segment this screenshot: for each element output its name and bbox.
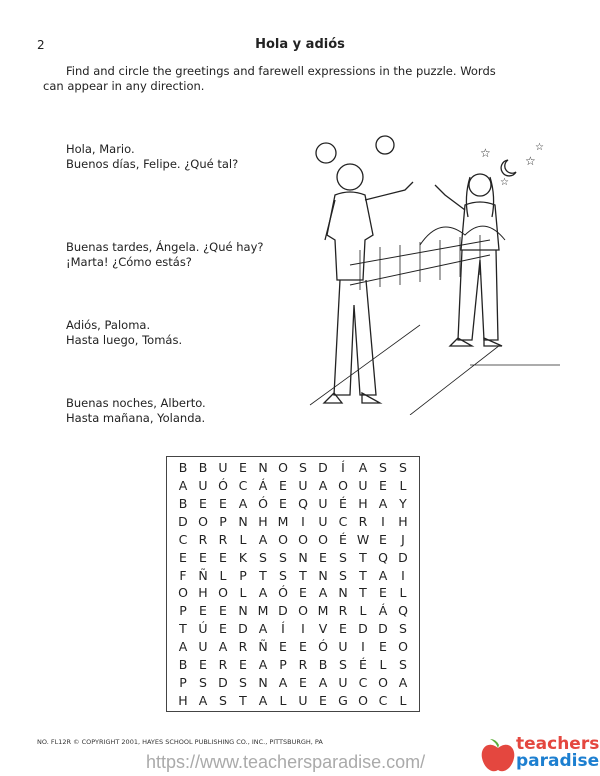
puzzle-letter[interactable]: S [399,656,407,672]
puzzle-letter[interactable]: A [178,478,188,494]
puzzle-letter[interactable]: W [356,531,370,547]
puzzle-letter[interactable]: Ñ [258,638,268,654]
page-title: Hola y adiós [255,37,345,52]
puzzle-letter[interactable]: S [339,656,347,672]
illustration-two-people-greeting [290,125,560,415]
puzzle-letter[interactable]: O [398,638,408,654]
puzzle-letter[interactable]: L [279,692,287,708]
puzzle-letter[interactable]: E [199,603,207,619]
puzzle-letter[interactable]: L [239,585,247,601]
puzzle-letter[interactable]: N [318,567,328,583]
puzzle-letter[interactable]: N [258,674,268,690]
teachers-paradise-logo [480,736,600,776]
puzzle-letter[interactable]: M [257,603,269,619]
dialogue-line: Hasta mañana, Yolanda. [66,411,206,425]
puzzle-letter[interactable]: D [378,621,388,637]
dialogue-3 [66,318,182,348]
puzzle-letter[interactable]: S [379,460,387,476]
instructions: Find and circle the greetings and farewell expressions in the puzzle. Words can appear in any direction. [43,64,496,93]
puzzle-letter[interactable]: I [401,567,405,583]
puzzle-letter[interactable]: O [378,674,388,690]
puzzle-letter[interactable]: P [179,674,187,690]
puzzle-letter[interactable]: Ó [258,496,268,512]
svg-text:☆: ☆ [480,146,491,160]
moon-ball-icon [376,136,394,154]
puzzle-letter[interactable]: I [361,638,365,654]
puzzle-letter[interactable]: O [178,585,188,601]
puzzle-letter[interactable]: E [179,549,187,565]
puzzle-letter[interactable]: E [199,496,207,512]
puzzle-letter[interactable]: D [238,621,248,637]
puzzle-letter[interactable]: H [358,496,368,512]
puzzle-letter[interactable]: B [318,656,328,672]
puzzle-letter[interactable]: E [339,621,347,637]
dialogue-line: Buenos días, Felipe. ¿Qué tal? [66,157,239,171]
copyright-notice: NO. FL12R © COPYRIGHT 2001, HAYES SCHOOL PUBLISHING CO., INC., PITTSBURGH, PA [37,738,323,746]
puzzle-letter[interactable]: A [398,674,408,690]
puzzle-letter[interactable]: E [239,460,247,476]
puzzle-letter[interactable]: E [299,585,307,601]
puzzle-letter[interactable]: S [279,549,287,565]
puzzle-letter[interactable]: P [219,513,227,529]
puzzle-letter[interactable]: S [239,674,247,690]
puzzle-letter[interactable]: O [278,531,288,547]
puzzle-letter[interactable]: E [199,656,207,672]
logo-line-2: paradise [516,751,600,771]
puzzle-letter[interactable]: E [199,549,207,565]
word-search-puzzle[interactable] [166,456,420,712]
puzzle-letter[interactable]: A [278,674,288,690]
puzzle-letter[interactable]: R [218,656,228,672]
puzzle-letter[interactable]: C [178,531,188,547]
puzzle-letter[interactable]: L [399,478,407,494]
puzzle-letter[interactable]: Ó [278,585,288,601]
puzzle-letter[interactable]: N [298,549,308,565]
puzzle-letter[interactable]: E [219,549,227,565]
puzzle-letter[interactable]: I [301,513,305,529]
puzzle-letter[interactable]: H [198,585,208,601]
puzzle-letter[interactable]: C [378,692,388,708]
puzzle-letter[interactable]: E [279,638,287,654]
moon-ball-icon [316,143,336,163]
puzzle-letter[interactable]: L [239,531,247,547]
puzzle-letter[interactable]: P [179,603,187,619]
puzzle-letter[interactable]: F [179,567,187,583]
puzzle-letter[interactable]: Q [298,496,308,512]
puzzle-letter[interactable]: V [318,621,328,637]
puzzle-letter[interactable]: P [239,567,247,583]
puzzle-letter[interactable]: E [379,638,387,654]
puzzle-letter[interactable]: N [238,603,248,619]
puzzle-letter[interactable]: A [258,585,268,601]
puzzle-letter[interactable]: A [258,692,268,708]
dialogue-line: ¡Marta! ¿Cómo estás? [66,255,192,269]
puzzle-letter[interactable]: E [279,496,287,512]
puzzle-letter[interactable]: O [298,531,308,547]
puzzle-letter[interactable]: U [298,478,308,494]
puzzle-letter[interactable]: L [359,603,367,619]
dialogue-line: Hola, Mario. [66,142,135,156]
puzzle-letter[interactable]: S [279,567,287,583]
dialogue-4 [66,396,206,426]
puzzle-letter[interactable]: Q [378,549,388,565]
puzzle-letter[interactable]: B [178,656,188,672]
puzzle-letter[interactable]: Ó [318,638,328,654]
puzzle-letter[interactable]: S [339,567,347,583]
puzzle-letter[interactable]: É [339,531,347,547]
puzzle-letter[interactable]: J [401,531,405,547]
puzzle-letter[interactable]: B [198,460,208,476]
puzzle-letter[interactable]: C [338,513,348,529]
puzzle-letter[interactable]: D [318,460,328,476]
puzzle-letter[interactable]: A [258,531,268,547]
puzzle-letter[interactable]: S [219,692,227,708]
puzzle-letter[interactable]: E [219,603,227,619]
puzzle-letter[interactable]: I [381,513,385,529]
puzzle-letter[interactable]: R [298,656,308,672]
puzzle-letter[interactable]: Á [258,478,268,494]
dialogue-2 [66,240,264,270]
puzzle-letter[interactable]: T [359,585,367,601]
puzzle-letter[interactable]: A [198,692,208,708]
puzzle-letter[interactable]: K [238,549,248,565]
dialogue-1 [66,142,238,172]
puzzle-letter[interactable]: B [178,460,188,476]
puzzle-letter[interactable]: L [399,585,407,601]
puzzle-letter[interactable]: T [239,692,247,708]
puzzle-letter[interactable]: H [178,692,188,708]
puzzle-letter[interactable]: T [179,621,187,637]
puzzle-letter[interactable]: Ó [218,478,228,494]
puzzle-letter[interactable]: D [358,621,368,637]
puzzle-letter[interactable]: L [399,692,407,708]
puzzle-letter[interactable]: G [338,692,348,708]
puzzle-letter[interactable]: R [198,531,208,547]
svg-text:☆: ☆ [525,154,536,168]
puzzle-letter[interactable]: A [318,478,328,494]
puzzle-letter[interactable]: U [338,638,348,654]
puzzle-letter[interactable]: Í [341,460,345,476]
svg-text:☆: ☆ [500,177,509,188]
puzzle-letter[interactable]: A [318,674,328,690]
puzzle-letter[interactable]: C [358,674,368,690]
puzzle-letter[interactable]: S [399,460,407,476]
puzzle-letter[interactable]: U [198,638,208,654]
puzzle-letter[interactable]: M [317,603,329,619]
puzzle-letter[interactable]: M [277,513,289,529]
dialogue-line: Adiós, Paloma. [66,318,151,332]
dialogue-line: Buenas noches, Alberto. [66,396,206,410]
puzzle-letter[interactable]: T [259,567,267,583]
puzzle-letter[interactable]: D [278,603,288,619]
puzzle-letter[interactable]: E [379,478,387,494]
puzzle-letter[interactable]: U [358,478,368,494]
crescent-moon-icon [501,160,516,176]
puzzle-letter[interactable]: D [178,513,188,529]
puzzle-letter[interactable]: P [279,656,287,672]
puzzle-letter[interactable]: E [379,585,387,601]
puzzle-letter[interactable]: U [338,674,348,690]
puzzle-letter[interactable]: Y [399,496,407,512]
puzzle-letter[interactable]: T [359,549,367,565]
puzzle-letter[interactable]: E [279,478,287,494]
puzzle-letter[interactable]: S [199,674,207,690]
puzzle-letter[interactable]: E [239,656,247,672]
puzzle-letter[interactable]: E [299,674,307,690]
puzzle-letter[interactable]: C [238,478,248,494]
puzzle-letter[interactable]: U [298,692,308,708]
puzzle-letter[interactable]: Ú [198,621,208,637]
watermark-url[interactable]: https://www.teachersparadise.com/ [146,752,426,772]
puzzle-letter[interactable]: E [379,531,387,547]
puzzle-letter[interactable]: E [319,692,327,708]
puzzle-letter[interactable]: R [358,513,368,529]
puzzle-letter[interactable]: R [218,531,228,547]
logo-line-1: teachers [516,734,600,754]
puzzle-letter[interactable]: O [358,692,368,708]
svg-text:☆: ☆ [535,142,544,153]
puzzle-letter[interactable]: U [318,496,328,512]
puzzle-letter[interactable]: A [378,567,388,583]
puzzle-letter[interactable]: T [299,567,307,583]
puzzle-letter[interactable]: D [218,674,228,690]
puzzle-letter[interactable]: A [378,496,388,512]
puzzle-letter[interactable]: A [218,638,228,654]
puzzle-letter[interactable]: O [338,478,348,494]
puzzle-letter[interactable]: R [338,603,348,619]
puzzle-letter[interactable]: U [198,478,208,494]
puzzle-letter[interactable]: Ñ [198,567,208,583]
puzzle-letter[interactable]: A [358,460,368,476]
puzzle-letter[interactable]: A [258,656,268,672]
puzzle-letter[interactable]: S [259,549,267,565]
puzzle-letter[interactable]: S [299,460,307,476]
puzzle-letter[interactable]: R [238,638,248,654]
puzzle-letter[interactable]: Í [281,621,285,637]
puzzle-letter[interactable]: É [339,496,347,512]
puzzle-letter[interactable]: O [298,603,308,619]
puzzle-letter[interactable]: O [218,585,228,601]
puzzle-letter[interactable]: I [301,621,305,637]
puzzle-letter[interactable]: E [219,496,227,512]
puzzle-letter[interactable]: U [218,460,228,476]
dialogue-line: Hasta luego, Tomás. [66,333,183,347]
puzzle-letter[interactable]: T [359,567,367,583]
puzzle-letter[interactable]: A [318,585,328,601]
puzzle-letter[interactable]: E [299,638,307,654]
puzzle-letter[interactable]: E [319,549,327,565]
dialogue-line: Buenas tardes, Ángela. ¿Qué hay? [66,240,264,254]
puzzle-letter[interactable]: S [339,549,347,565]
puzzle-letter[interactable]: O [278,460,288,476]
puzzle-letter[interactable]: L [219,567,227,583]
puzzle-letter[interactable]: A [238,496,248,512]
page-number: 2 [37,38,45,52]
puzzle-letter[interactable]: H [398,513,408,529]
puzzle-letter[interactable]: N [338,585,348,601]
puzzle-letter[interactable]: N [238,513,248,529]
apple-icon [480,736,516,774]
puzzle-letter[interactable]: O [318,531,328,547]
puzzle-letter[interactable]: E [219,621,227,637]
puzzle-letter[interactable]: U [318,513,328,529]
puzzle-letter[interactable]: O [198,513,208,529]
puzzle-letter[interactable]: É [359,656,367,672]
puzzle-letter[interactable]: L [379,656,387,672]
puzzle-letter[interactable]: H [258,513,268,529]
puzzle-letter[interactable]: S [399,621,407,637]
puzzle-letter[interactable]: A [258,621,268,637]
puzzle-letter[interactable]: A [178,638,188,654]
puzzle-letter[interactable]: N [258,460,268,476]
puzzle-letter[interactable]: D [398,549,408,565]
puzzle-letter[interactable]: B [178,496,188,512]
puzzle-letter[interactable]: Q [398,603,408,619]
puzzle-letter[interactable]: Á [378,603,388,619]
